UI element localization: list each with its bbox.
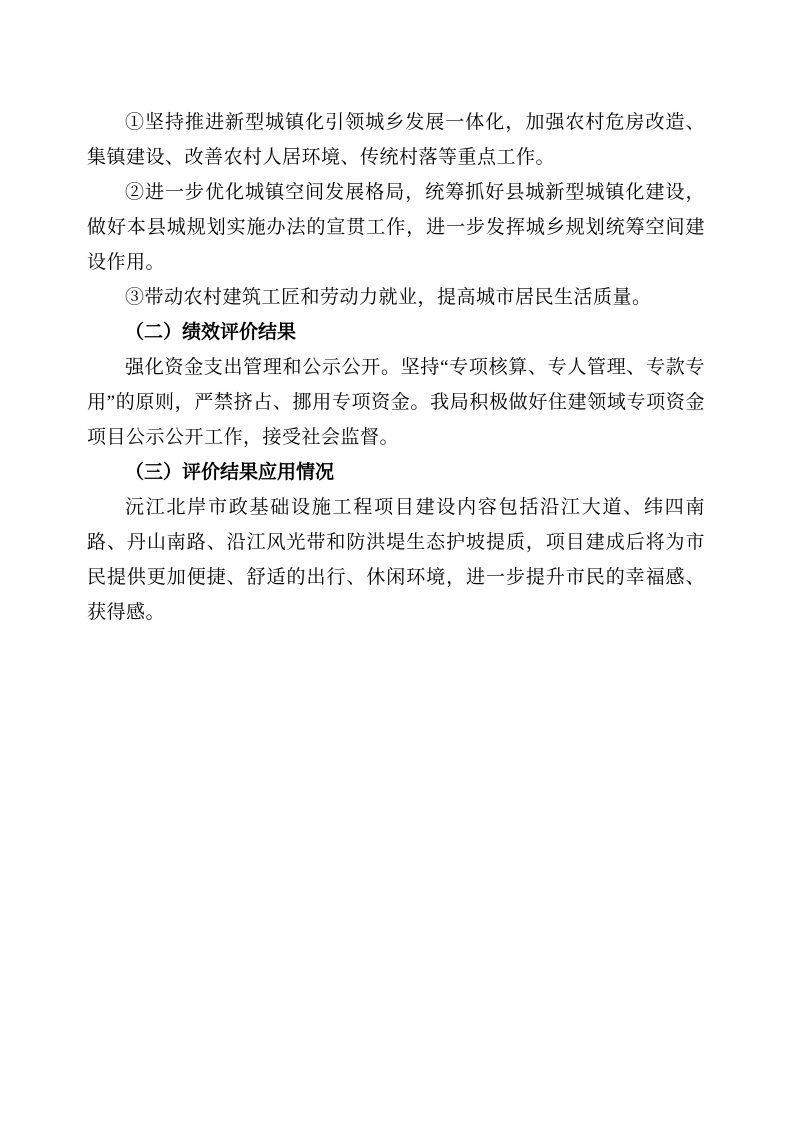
paragraph-item-3: ③带动农村建筑工匠和劳动力就业，提高城市居民生活质量。 [125, 287, 652, 308]
section-heading-performance-evaluation-result: （二）绩效评价结果 [125, 322, 297, 343]
paragraph-fund-management: 强化资金支出管理和公示公开。坚持“专项核算、专人管理、专款专用”的原则，严禁挤占、挪用专项资金。我局积极做好住建领域专项资金项目公示公开工作，接受社会监督。 [87, 357, 705, 448]
paragraph-item-1: ①坚持推进新型城镇化引领城乡发展一体化，加强农村危房改造、集镇建设、改善农村人居环境、传统村落等重点工作。 [87, 112, 705, 168]
section-heading-result-application: （三）评价结果应用情况 [125, 462, 335, 483]
document-body [87, 105, 705, 630]
paragraph-item-2: ②进一步优化城镇空间发展格局，统筹抓好县城新型城镇化建设，做好本县城规划实施办法的宣贯工作，进一步发挥城乡规划统筹空间建设作用。 [87, 182, 705, 273]
paragraph-project-description: 沅江北岸市政基础设施工程项目建设内容包括沿江大道、纬四南路、丹山南路、沿江风光带和防洪堤生态护坡提质，项目建成后将为市民提供更加便捷、舒适的出行、休闲环境，进一步提升市民的幸福感、获得感。 [87, 497, 705, 623]
